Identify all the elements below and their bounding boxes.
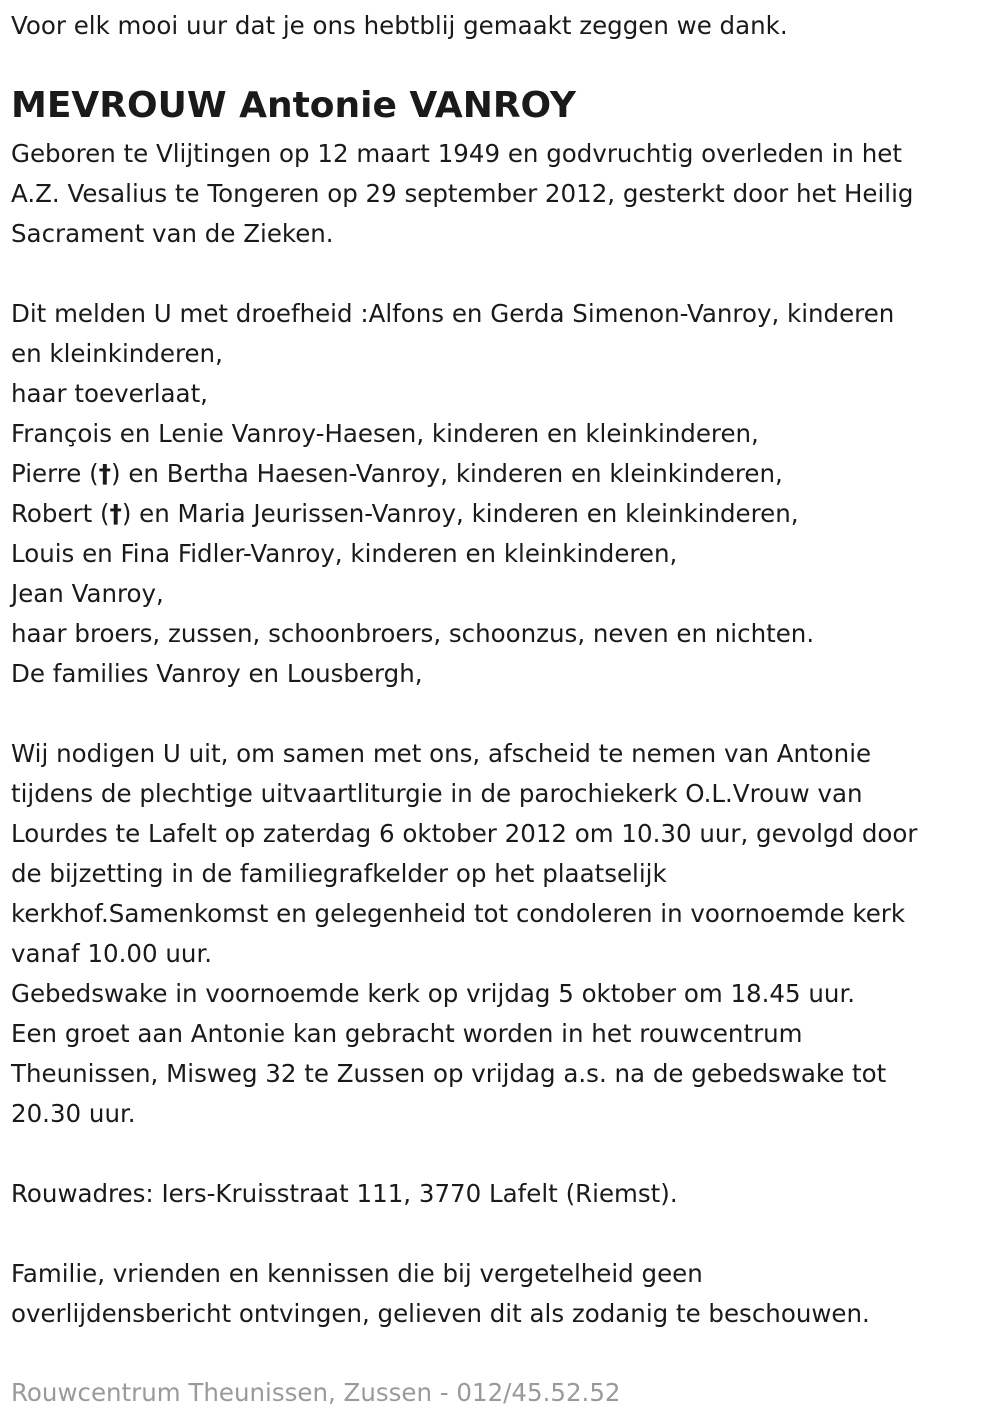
invitation-paragraph: [11, 734, 917, 1134]
intro-text: Voor elk mooi uur dat je ons hebtblij gemaakt zeggen we dank.: [11, 11, 788, 40]
paragraph-line: A.Z. Vesalius te Tongeren op 29 september 2012, gesterkt door het Heilig: [11, 179, 914, 208]
family-paragraph: [11, 294, 894, 694]
paragraph-line: Een groet aan Antonie kan gebracht worden in het rouwcentrum: [11, 1019, 803, 1048]
deceased-cross-icon: †: [98, 459, 111, 488]
paragraph-line: en kleinkinderen,: [11, 339, 223, 368]
paragraph-line: tijdens de plechtige uitvaartliturgie in de parochiekerk O.L.Vrouw van: [11, 779, 863, 808]
paragraph-line: overlijdensbericht ontvingen, gelieven dit als zodanig te beschouwen.: [11, 1299, 870, 1328]
paragraph-line: kerkhof.Samenkomst en gelegenheid tot condoleren in voornoemde kerk: [11, 899, 906, 928]
paragraph-line: 20.30 uur.: [11, 1099, 136, 1128]
address-line: Rouwadres: Iers-Kruisstraat 111, 3770 Lafelt (Riemst).: [11, 1179, 678, 1208]
paragraph-line: François en Lenie Vanroy-Haesen, kinderen en kleinkinderen,: [11, 419, 759, 448]
paragraph-line: De families Vanroy en Lousbergh,: [11, 659, 423, 688]
paragraph-line: Familie, vrienden en kennissen die bij vergetelheid geen: [11, 1259, 703, 1288]
birth-death-paragraph: [11, 134, 913, 254]
paragraph-line: Theunissen, Misweg 32 te Zussen op vrijdag a.s. na de gebedswake tot: [11, 1059, 887, 1088]
paragraph-line: [11, 494, 894, 534]
paragraph-line: Sacrament van de Zieken.: [11, 219, 334, 248]
funeral-home-footer: Rouwcentrum Theunissen, Zussen - 012/45.52.52: [11, 1378, 621, 1407]
paragraph-line: Gebedswake in voornoemde kerk op vrijdag 5 oktober om 18.45 uur.: [11, 979, 856, 1008]
paragraph-line: Geboren te Vlijtingen op 12 maart 1949 en godvruchtig overleden in het: [11, 139, 902, 168]
paragraph-line: Wij nodigen U uit, om samen met ons, afscheid te nemen van Antonie: [11, 739, 872, 768]
mourning-address: [11, 1174, 678, 1214]
notice-paragraph: [11, 1254, 870, 1334]
paragraph-line: Jean Vanroy,: [11, 579, 164, 608]
family-text: ) en Bertha Haesen-Vanroy, kinderen en kleinkinderen,: [110, 459, 783, 488]
paragraph-line: haar toeverlaat,: [11, 379, 208, 408]
paragraph-line: vanaf 10.00 uur.: [11, 939, 213, 968]
paragraph-line: de bijzetting in de familiegrafkelder op het plaatselijk: [11, 859, 667, 888]
paragraph-line: Dit melden U met droefheid :Alfons en Gerda Simenon-Vanroy, kinderen: [11, 299, 895, 328]
family-text: Pierre (: [11, 459, 99, 488]
paragraph-line: Lourdes te Lafelt op zaterdag 6 oktober 2012 om 10.30 uur, gevolgd door: [11, 819, 918, 848]
deceased-name: MEVROUW Antonie VANROY: [11, 85, 576, 126]
paragraph-line: Louis en Fina Fidler-Vanroy, kinderen en kleinkinderen,: [11, 539, 678, 568]
paragraph-line: [11, 454, 894, 494]
family-text: Robert (: [11, 499, 110, 528]
deceased-cross-icon: †: [109, 499, 122, 528]
family-text: ) en Maria Jeurissen-Vanroy, kinderen en kleinkinderen,: [121, 499, 799, 528]
paragraph-line: haar broers, zussen, schoonbroers, schoonzus, neven en nichten.: [11, 619, 815, 648]
